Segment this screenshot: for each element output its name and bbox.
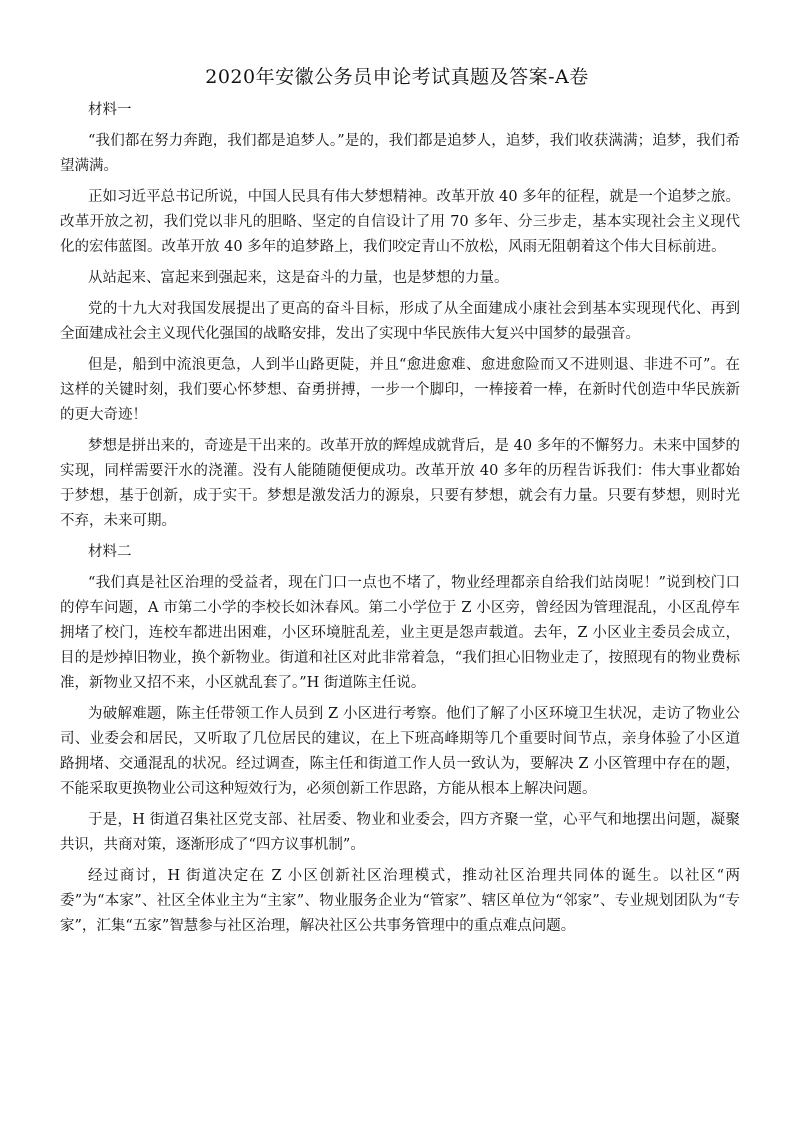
paragraph: 梦想是拼出来的，奇迹是干出来的。改革开放的辉煌成就背后，是 40 多年的不懈努力。未来中国梦的实现，同样需要汗水的浇灌。没有人能随随便便成功。改革开放 40 多年的历程告诉我们：伟大事业都始于梦想，基于创新，成于实干。梦想是激发活力的源泉，只要有梦想，就会有力量。只要有梦想，则时光不弃，未来可期。 bbox=[60, 438, 740, 529]
paragraph: “我们都在努力奔跑，我们都是追梦人。”是的，我们都是追梦人，追梦，我们收获满满；追梦，我们希望满满。 bbox=[60, 133, 740, 174]
paragraph: 于是，H 街道召集社区党支部、社居委、物业和业委会，四方齐聚一堂，心平气和地摆出问题，凝聚共识，共商对策，逐渐形成了“四方议事机制”。 bbox=[60, 812, 740, 853]
section-heading: 材料一 bbox=[88, 102, 132, 118]
paragraph: 党的十九大对我国发展提出了更高的奋斗目标，形成了从全面建成小康社会到基本实现现代化、再到全面建成社会主义现代化强国的战略安排，发出了实现中华民族伟大复兴中国梦的最强音。 bbox=[60, 301, 740, 342]
section-heading: 材料二 bbox=[88, 544, 132, 560]
paragraph: 但是，船到中流浪更急，人到半山路更陡，并且“愈进愈难、愈进愈险而又不进则退、非进不可”。在这样的关键时刻，我们要心怀梦想、奋勇拼搏，一步一个脚印，一棒接着一棒，在新时代创造中华民族新的更大奇迹！ bbox=[60, 357, 740, 423]
section-material-1 bbox=[60, 98, 740, 534]
paragraph: 经过商讨，H 街道决定在 Z 小区创新社区治理模式，推动社区治理共同体的诞生。以社区“两委”为“本家”、社区全体业主为“主家”、物业服务企业为“管家”、辖区单位为“邻家”、专业规划团队为“专家”，汇集“五家”智慧参与社区治理，解决社区公共事务管理中的重点难点问题。 bbox=[60, 868, 740, 934]
paragraph: “我们真是社区治理的受益者，现在门口一点也不堵了，物业经理都亲自给我们站岗呢！”说到校门口的停车问题，A 市第二小学的李校长如沐春风。第二小学位于 Z 小区旁，曾经因为管理混乱，小区乱停车拥堵了校门，连校车都进出困难，小区环境脏乱差，业主更是怨声载道。去年，Z 小区业主委员会成立，目的是炒掉旧物业，换个新物业。街道和社区对此非常着急，“我们担心旧物业走了，按照现有的物业费标准，新物业又招不来，小区就乱套了。”H 街道陈主任说。 bbox=[60, 575, 740, 691]
document-body bbox=[60, 98, 740, 945]
paragraph: 正如习近平总书记所说，中国人民具有伟大梦想精神。改革开放 40 多年的征程，就是一个追梦之旅。改革开放之初，我们党以非凡的胆略、坚定的自信设计了用 70 多年、分三步走，基本实现社会主义现代化的宏伟蓝图。改革开放 40 多年的追梦路上，我们咬定青山不放松，风雨无阻朝着这个伟大目标前进。 bbox=[60, 189, 740, 255]
document-title: 2020年安徽公务员申论考试真题及答案-A卷 bbox=[205, 66, 589, 88]
section-material-2 bbox=[60, 540, 740, 939]
paragraph: 从站起来、富起来到强起来，这是奋斗的力量，也是梦想的力量。 bbox=[88, 270, 509, 286]
paragraph: 为破解难题，陈主任带领工作人员到 Z 小区进行考察。他们了解了小区环境卫生状况，走访了物业公司、业委会和居民，又听取了几位居民的建议，在上下班高峰期等几个重要时间节点，亲身体验了小区道路拥堵、交通混乱的状况。经过调查，陈主任和街道工作人员一致认为，要解决 Z 小区管理中存在的题，不能采取更换物业公司这种短效行为，必须创新工作思路，方能从根本上解决问题。 bbox=[60, 706, 740, 797]
